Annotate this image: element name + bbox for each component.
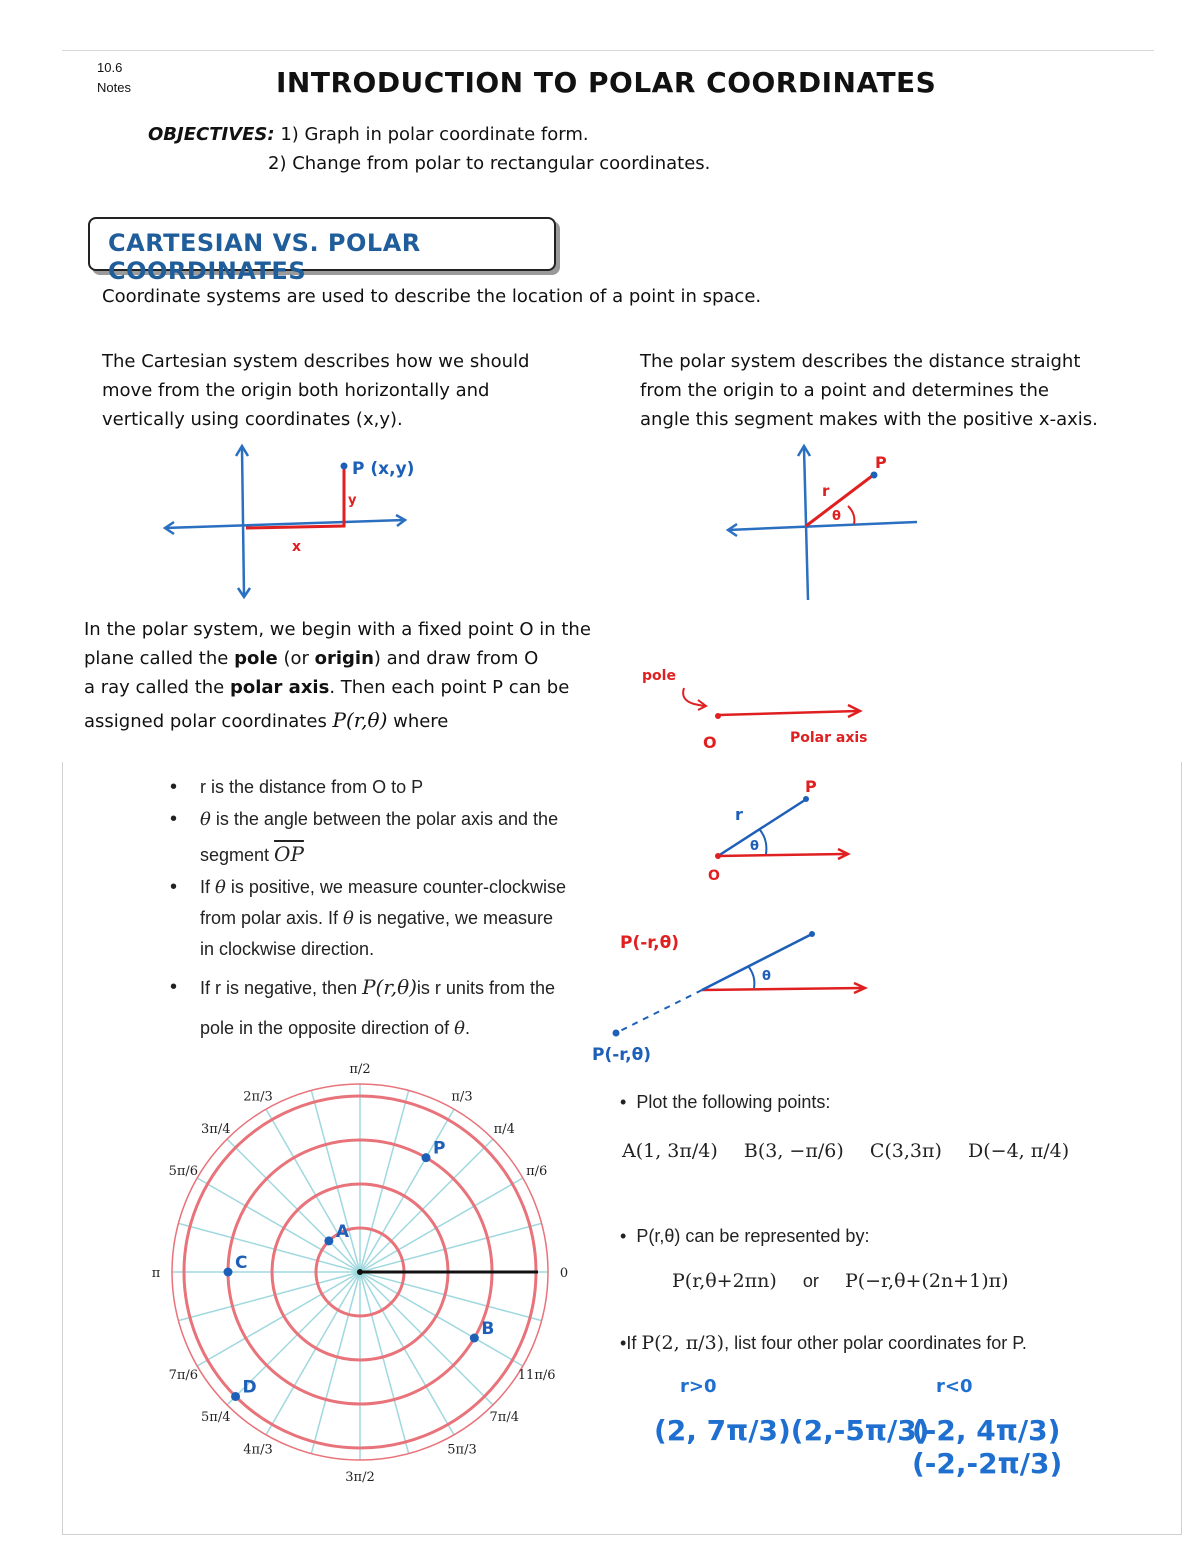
grid-ray <box>178 1272 360 1321</box>
segment-op: $\overline{OP}$ <box>274 842 304 866</box>
note-code <box>97 58 131 98</box>
point-b-text: B(3, −π/6) <box>743 1140 844 1162</box>
pole-paragraph <box>84 615 591 736</box>
formula-1: P(r,θ+2πn) <box>672 1270 777 1292</box>
angle-label: 5π/6 <box>168 1164 199 1179</box>
bullet-text: segment <box>200 845 275 865</box>
point-c-text: C(3,3π) <box>869 1140 942 1162</box>
section-number: 10.6 <box>97 60 123 75</box>
bullet-item <box>168 802 608 872</box>
point-d-text: D(−4, π/4) <box>968 1140 1070 1162</box>
grid-ray <box>360 1109 454 1272</box>
angle-label: 0 <box>559 1266 569 1281</box>
pole-line-4 <box>84 706 591 736</box>
angle-label: π/6 <box>526 1164 548 1179</box>
xy-path <box>246 468 344 528</box>
angle-arc <box>848 506 854 524</box>
text-span: where <box>387 711 449 732</box>
sketch1-origin <box>715 853 721 859</box>
sketch2-end-point <box>809 931 815 937</box>
bullet-text: is negative, we measure <box>353 908 553 928</box>
grid-ray <box>360 1223 542 1272</box>
angle-label: π/4 <box>493 1121 515 1137</box>
math-p-r-theta: P(r,θ) <box>332 708 388 732</box>
angle-label: 3π/4 <box>201 1121 231 1137</box>
answers-positive: (2, 7π/3)(2,-5π/3) <box>654 1414 930 1447</box>
sketch1-radius <box>718 800 805 856</box>
representation-formulas <box>672 1270 1009 1292</box>
bullet-text: is r units from the <box>416 978 555 998</box>
bullet-text: . <box>465 1018 471 1038</box>
grid-ray <box>266 1109 360 1272</box>
plotted-point-label: C <box>235 1253 248 1273</box>
bullet-text: If r is negative, then <box>200 978 363 998</box>
grid-ray <box>360 1178 523 1272</box>
sketch1-point <box>803 796 809 802</box>
cartesian-sketch <box>160 440 420 610</box>
bullet-text: pole in the opposite direction of <box>200 1018 455 1038</box>
sketch1-r: r <box>735 805 743 824</box>
sketch1-p: P <box>805 777 817 796</box>
polar-point-label: P <box>875 453 887 472</box>
term-origin: origin <box>314 648 374 669</box>
angle-label: 5π/3 <box>447 1442 477 1458</box>
cartesian-line: vertically using coordinates (x,y). <box>102 409 403 430</box>
math-p-r-theta: P(r,θ) <box>362 975 417 999</box>
r-positive-label: r>0 <box>680 1376 717 1397</box>
y-label: y <box>348 493 357 508</box>
cartesian-description <box>102 347 529 434</box>
theta-symbol: θ <box>343 908 354 929</box>
if-question: •If P(2, π/3), list four other polar coordinates for P. <box>620 1332 1027 1354</box>
sketch2-label-bottom: P(-r,θ) <box>592 1045 652 1065</box>
bullet-item <box>168 772 608 802</box>
point-p-label: P (x,y) <box>352 459 415 479</box>
plot-instruction: • Plot the following points: <box>620 1092 831 1112</box>
objectives-label: OBJECTIVES: <box>148 124 275 145</box>
grid-ray <box>311 1272 360 1454</box>
top-rule <box>62 50 1154 51</box>
sketch2-negative-point <box>613 1030 620 1037</box>
section-heading-box <box>88 217 556 285</box>
sketch2-label-top: P(-r,θ) <box>620 933 680 953</box>
polar-point-dot <box>871 472 878 479</box>
bullet-item <box>168 872 608 965</box>
points-to-plot <box>622 1140 1069 1162</box>
sketch1-axis <box>718 854 845 856</box>
polar-axes <box>728 446 917 600</box>
if-math: P(2, π/3) <box>641 1332 725 1354</box>
angle-label: 7π/6 <box>168 1368 199 1383</box>
pole-dot <box>357 1269 363 1275</box>
grid-ray <box>360 1272 523 1366</box>
section-title: CARTESIAN VS. POLAR COORDINATES <box>108 229 421 285</box>
answers-negative: (-2, 4π/3)(-2,-2π/3) <box>912 1414 1063 1480</box>
text-span: (or <box>277 648 315 669</box>
notes-label: Notes <box>97 80 131 95</box>
plot-label: Plot the following points: <box>636 1092 831 1112</box>
definition-bullets <box>168 772 608 1049</box>
polar-line: from the origin to a point and determines the <box>640 380 1049 401</box>
sketch1-o: O <box>708 868 720 884</box>
bullet-text: in clockwise direction. <box>200 939 375 959</box>
plotted-point-p <box>422 1153 431 1162</box>
grid-ray <box>360 1272 454 1435</box>
grid-ray <box>178 1223 360 1272</box>
sketch2-opposite-ray <box>618 990 702 1032</box>
representation-line: • P(r,θ) can be represented by: <box>620 1226 870 1246</box>
cartesian-line: move from the origin both horizontally and <box>102 380 490 401</box>
bullet-text: If <box>200 877 216 897</box>
text-span: . Then each point P can be <box>329 677 570 698</box>
term-polar-axis: polar axis <box>229 677 330 698</box>
intro-text: Coordinate systems are used to describe the location of a point in space. <box>102 286 762 307</box>
pole-line-3 <box>84 673 591 702</box>
plotted-point-label: D <box>242 1377 257 1398</box>
plotted-point-c <box>224 1268 233 1277</box>
r-label: r <box>822 482 830 500</box>
representation-label: P(r,θ) can be represented by: <box>636 1226 870 1246</box>
sketch2-theta: θ <box>762 969 771 984</box>
page-title: INTRODUCTION TO POLAR COORDINATES <box>276 66 937 99</box>
x-label: x <box>292 539 302 555</box>
objective-1: 1) Graph in polar coordinate form. <box>280 124 589 145</box>
grid-ray <box>266 1272 360 1435</box>
plotted-point-label: P <box>433 1138 446 1159</box>
bullet-text: is the angle between the polar axis and the <box>210 809 559 829</box>
plotted-point-a <box>324 1236 333 1245</box>
if-text-2: , list four other polar coordinates for P. <box>724 1333 1027 1353</box>
theta-symbol: θ <box>215 877 226 898</box>
text-span: plane called the <box>84 648 235 669</box>
polar-grid <box>151 1040 569 1510</box>
pole-sketch <box>640 658 900 758</box>
angle-label: 4π/3 <box>243 1442 273 1458</box>
polar-sketch <box>722 440 932 610</box>
text-span: a ray called the <box>84 677 230 698</box>
plotted-point-label: B <box>481 1319 495 1339</box>
text-span: assigned polar coordinates <box>84 711 333 732</box>
angle-label: π <box>151 1266 161 1281</box>
grid-ray <box>311 1090 360 1272</box>
or-word: or <box>802 1271 819 1291</box>
angle-label: 2π/3 <box>243 1089 273 1105</box>
grid-ray <box>360 1090 409 1272</box>
angle-label: 3π/2 <box>345 1470 375 1485</box>
o-label: O <box>703 733 717 752</box>
grid-ray <box>197 1272 360 1366</box>
point-a-text: A(1, 3π/4) <box>622 1140 718 1162</box>
plotted-point-b <box>470 1334 479 1343</box>
polar-axis-label: Polar axis <box>790 730 868 746</box>
if-text: If <box>626 1333 642 1353</box>
polar-line: The polar system describes the distance straight <box>640 351 1081 372</box>
angle-label: 5π/4 <box>201 1410 231 1426</box>
theta-label: θ <box>832 509 841 524</box>
sketch2-axis <box>702 988 862 990</box>
plotted-point-label: A <box>335 1221 350 1242</box>
cartesian-line: The Cartesian system describes how we should <box>102 351 530 372</box>
theta-symbol: θ <box>200 809 211 830</box>
bullet-item <box>168 967 608 1049</box>
text-span: ) and draw from O <box>373 648 539 669</box>
grid-ray <box>360 1272 409 1454</box>
objective-2: 2) Change from polar to rectangular coordinates. <box>268 153 711 174</box>
angle-sketches <box>590 770 890 1070</box>
angle-label: π/3 <box>451 1089 473 1105</box>
bullet-text: from polar axis. If <box>200 908 344 928</box>
point-p-dot <box>341 463 348 470</box>
term-pole: pole <box>234 648 278 669</box>
angle-label: 7π/4 <box>489 1410 519 1426</box>
bullet-text: r is the distance from O to P <box>200 777 424 797</box>
sketch1-arc <box>760 830 766 854</box>
polar-description <box>640 347 1098 434</box>
bullet-text: is positive, we measure counter-clockwise <box>225 877 566 897</box>
formula-2: P(−r,θ+(2n+1)π) <box>844 1270 1009 1292</box>
pole-line-2 <box>84 644 591 673</box>
objectives <box>148 124 589 145</box>
r-negative-label: r<0 <box>936 1376 973 1397</box>
plotted-point-d <box>231 1392 240 1401</box>
sketch2-ray <box>702 934 812 990</box>
sketch2-arc <box>748 966 754 988</box>
angle-label: π/2 <box>349 1062 371 1077</box>
grid-ray <box>360 1272 542 1321</box>
pole-line-1: In the polar system, we begin with a fixed point O in the <box>84 619 591 640</box>
pole-label: pole <box>642 668 676 684</box>
polar-axis-ray <box>718 711 858 715</box>
polar-line: angle this segment makes with the positive x-axis. <box>640 409 1098 430</box>
sketch1-theta: θ <box>750 839 759 854</box>
theta-symbol: θ <box>454 1018 466 1039</box>
angle-label: 11π/6 <box>517 1368 556 1383</box>
